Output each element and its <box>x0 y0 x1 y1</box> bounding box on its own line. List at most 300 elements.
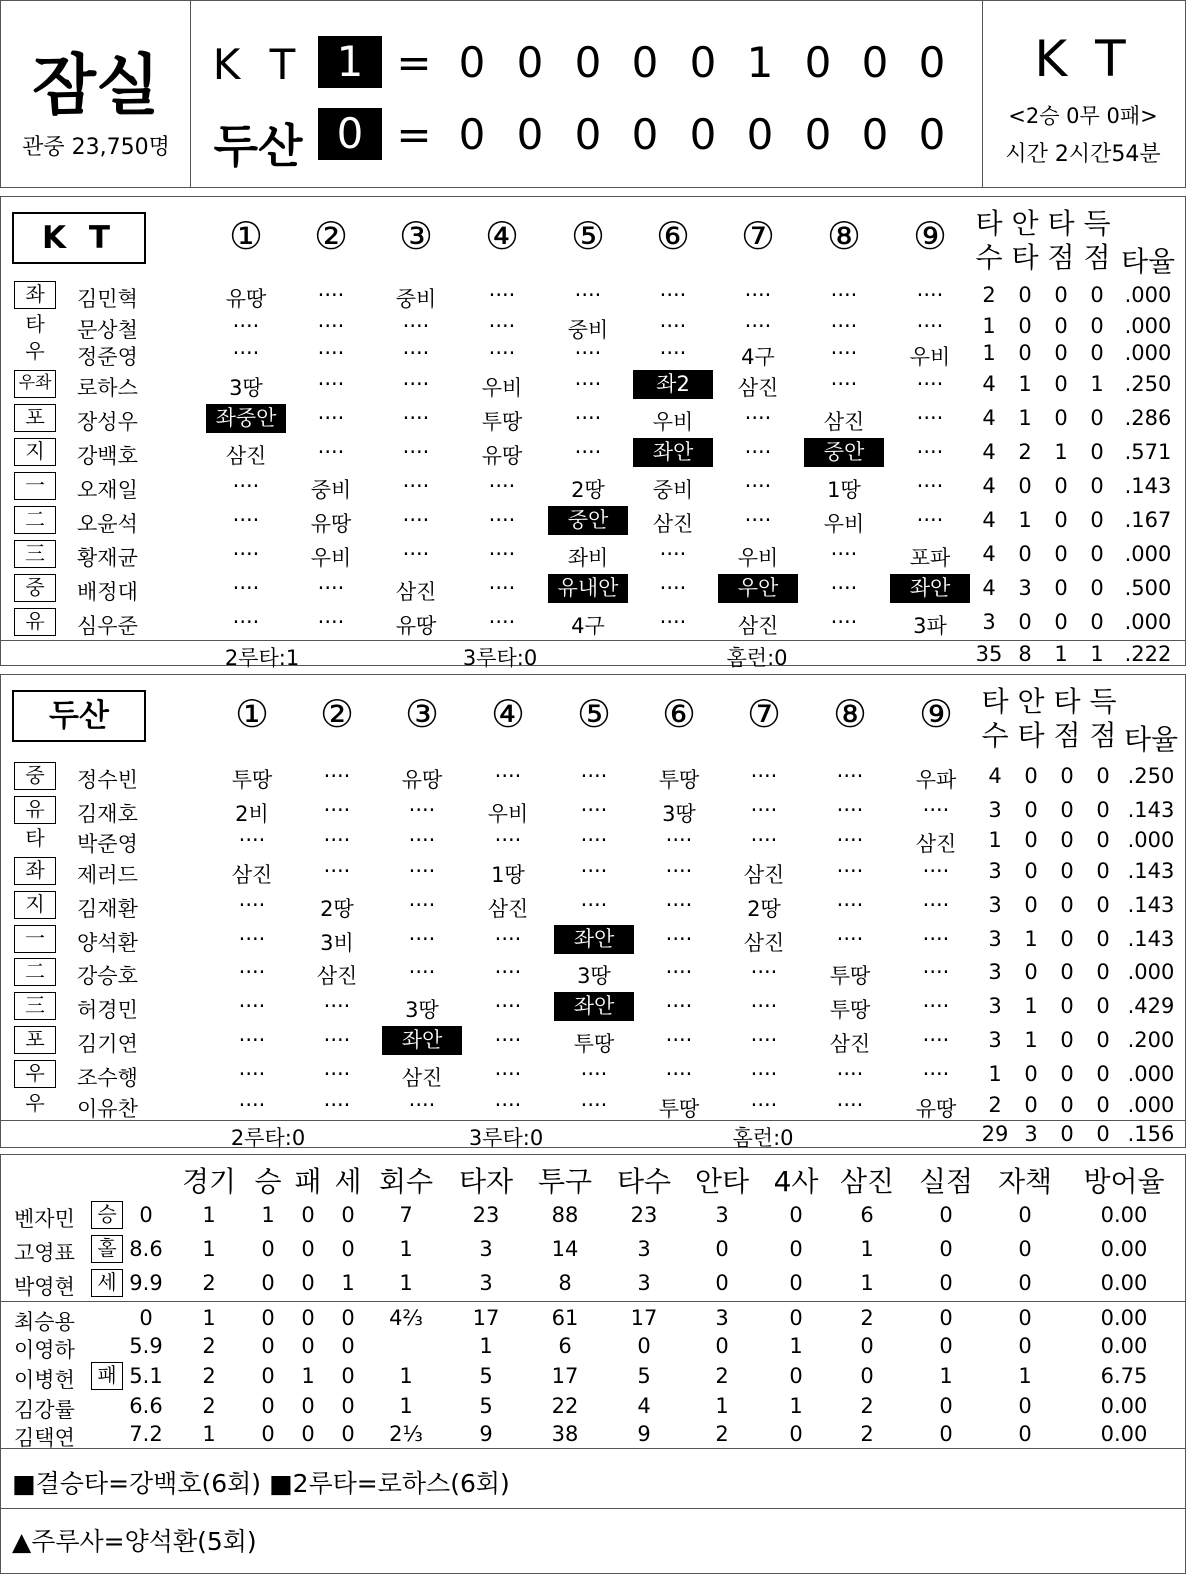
stat-ab: 4 <box>982 576 996 600</box>
at-bat-result: ···· <box>402 341 430 365</box>
stat-h: 0 <box>1024 798 1038 822</box>
at-bat-result: ···· <box>922 960 950 984</box>
at-bat-result: ···· <box>402 440 430 464</box>
stat-rbi: 0 <box>1060 798 1074 822</box>
total-h: 8 <box>1018 642 1032 666</box>
at-bat-result: ···· <box>659 314 687 338</box>
stat-header: 타 <box>1047 207 1075 240</box>
divider <box>982 0 983 188</box>
at-bat-result: ···· <box>238 1062 266 1086</box>
pitching-stat: 0 <box>939 1334 953 1358</box>
at-bat-result: ···· <box>488 283 516 307</box>
at-bat-result: ···· <box>574 283 602 307</box>
team-name-box: 두산 <box>12 690 146 742</box>
at-bat-result: 삼진 <box>823 410 865 434</box>
at-bat-result: ···· <box>836 828 864 852</box>
stat-ab: 1 <box>982 314 996 338</box>
position-label: 三 <box>14 992 56 1020</box>
at-bat-result: ···· <box>580 828 608 852</box>
inning-header: ① <box>234 692 270 736</box>
stat-ab: 3 <box>988 1028 1002 1052</box>
inning-header: ⑦ <box>746 692 782 736</box>
at-bat-result: ···· <box>916 314 944 338</box>
position-label: 중 <box>14 574 56 602</box>
doubles-count: 2루타:0 <box>230 1126 306 1150</box>
stat-ab: 1 <box>988 1062 1002 1086</box>
pitching-stat: 0 <box>939 1271 953 1295</box>
pitching-stat: 0 <box>1018 1237 1032 1261</box>
pitching-header: 삼진 <box>839 1165 895 1198</box>
pitching-stat: 6.75 <box>1100 1364 1148 1388</box>
stat-r: 0 <box>1096 994 1110 1018</box>
stat-avg: .143 <box>1124 474 1172 498</box>
pitching-stat: 1 <box>789 1334 803 1358</box>
at-bat-result: ···· <box>232 341 260 365</box>
stat-avg: .143 <box>1127 927 1175 951</box>
pitcher-prev-era: 7.2 <box>129 1422 163 1446</box>
stat-header: 수 <box>981 719 1009 752</box>
pitching-stat: 0 <box>1018 1306 1032 1330</box>
at-bat-result: 유땅 <box>310 512 352 536</box>
at-bat-result: ···· <box>488 508 516 532</box>
pitching-stat: 0 <box>341 1364 355 1388</box>
stat-header-avg: 타율 <box>1123 723 1179 756</box>
pitching-stat: 0 <box>261 1394 275 1418</box>
stat-h: 1 <box>1024 1028 1038 1052</box>
inning-score: 0 <box>631 38 659 87</box>
triples-count: 3루타:0 <box>462 646 538 670</box>
at-bat-result: 삼진 <box>316 964 358 988</box>
at-bat-result: ···· <box>750 960 778 984</box>
at-bat-result: ···· <box>232 474 260 498</box>
stat-header: 타 <box>1017 719 1045 752</box>
stat-avg: .000 <box>1127 1093 1175 1117</box>
pitching-header: 안타 <box>694 1165 750 1198</box>
pitcher-prev-era: 6.6 <box>129 1394 163 1418</box>
pitching-stat: 7 <box>399 1203 413 1227</box>
at-bat-result: ···· <box>665 960 693 984</box>
at-bat-result: ···· <box>488 542 516 566</box>
stat-h: 0 <box>1018 314 1032 338</box>
at-bat-result: ···· <box>922 798 950 822</box>
total-rbi: 1 <box>1054 642 1068 666</box>
pitching-stat: 1 <box>202 1306 216 1330</box>
at-bat-result: ···· <box>574 372 602 396</box>
pitching-header: 승 <box>254 1165 282 1198</box>
at-bat-result: ···· <box>317 610 345 634</box>
pitching-stat: 0 <box>637 1334 651 1358</box>
stat-r: 0 <box>1096 927 1110 951</box>
pitching-stat: 0 <box>939 1394 953 1418</box>
pitching-stat: 1 <box>939 1364 953 1388</box>
pitcher-name: 이영하 <box>14 1338 75 1362</box>
stat-header: 타 <box>1053 685 1081 718</box>
at-bat-result: ···· <box>238 927 266 951</box>
at-bat-result: ···· <box>323 798 351 822</box>
pitching-stat: 3 <box>479 1237 493 1261</box>
stat-ab: 3 <box>988 859 1002 883</box>
pitching-stat: 0 <box>301 1422 315 1446</box>
stat-h: 0 <box>1024 828 1038 852</box>
at-bat-result: ···· <box>232 576 260 600</box>
stat-avg: .167 <box>1124 508 1172 532</box>
pitching-stat: 2 <box>202 1394 216 1418</box>
stat-ab: 3 <box>988 893 1002 917</box>
pitching-stat: 0 <box>301 1271 315 1295</box>
at-bat-result: ···· <box>916 474 944 498</box>
at-bat-result: ···· <box>402 542 430 566</box>
pitching-stat: 0 <box>1018 1203 1032 1227</box>
inning-score: 0 <box>631 110 659 159</box>
pitcher-name: 벤자민 <box>14 1207 75 1231</box>
at-bat-result: ···· <box>916 440 944 464</box>
at-bat-result: ···· <box>574 341 602 365</box>
stat-avg: .250 <box>1124 372 1172 396</box>
stat-avg: .000 <box>1124 314 1172 338</box>
at-bat-result: ···· <box>922 1062 950 1086</box>
at-bat-result: ···· <box>488 474 516 498</box>
at-bat-result: 3파 <box>913 614 947 638</box>
pitching-stat: 0 <box>715 1237 729 1261</box>
at-bat-result: ···· <box>665 927 693 951</box>
at-bat-result: 중안 <box>804 438 884 467</box>
stat-rbi: 0 <box>1060 994 1074 1018</box>
position-label: 지 <box>14 438 56 466</box>
at-bat-result: 좌비 <box>567 546 609 570</box>
at-bat-result: ···· <box>317 341 345 365</box>
at-bat-result: ···· <box>494 1028 522 1052</box>
pitching-header: 방어율 <box>1083 1165 1165 1198</box>
at-bat-result: ···· <box>232 314 260 338</box>
pitching-stat: 0 <box>341 1334 355 1358</box>
stat-header: 타 <box>1011 241 1039 274</box>
stat-avg: .143 <box>1127 893 1175 917</box>
stat-header: 득 <box>1089 685 1117 718</box>
stat-r: 0 <box>1090 440 1104 464</box>
stat-avg: .000 <box>1127 828 1175 852</box>
at-bat-result: ···· <box>238 828 266 852</box>
pitching-stat: 14 <box>551 1237 579 1261</box>
pitching-stat: 0 <box>715 1334 729 1358</box>
inning-score: 0 <box>516 38 544 87</box>
at-bat-result: 3땅 <box>662 802 696 826</box>
at-bat-result: ···· <box>238 893 266 917</box>
pitching-stat: 1 <box>789 1394 803 1418</box>
pitching-stat: 0 <box>715 1271 729 1295</box>
stat-h: 0 <box>1024 859 1038 883</box>
at-bat-result: 좌안 <box>890 574 970 603</box>
at-bat-result: ···· <box>408 798 436 822</box>
at-bat-result: ···· <box>238 1028 266 1052</box>
at-bat-result: ···· <box>580 1062 608 1086</box>
at-bat-result: ···· <box>580 893 608 917</box>
total-avg: .156 <box>1127 1122 1175 1146</box>
at-bat-result: ···· <box>494 1093 522 1117</box>
inning-header: ⑥ <box>661 692 697 736</box>
game-duration: 시간 2시간54분 <box>1005 142 1161 167</box>
pitching-stat: 6 <box>860 1203 874 1227</box>
pitching-stat: 0 <box>860 1364 874 1388</box>
stat-ab: 1 <box>982 341 996 365</box>
at-bat-result: 투땅 <box>829 964 871 988</box>
stat-h: 1 <box>1024 994 1038 1018</box>
pitcher-decision-badge: 홀 <box>91 1235 123 1263</box>
triples-count: 3루타:0 <box>468 1126 544 1150</box>
stat-rbi: 0 <box>1060 960 1074 984</box>
player-name: 박준영 <box>77 832 138 856</box>
stat-r: 0 <box>1090 474 1104 498</box>
at-bat-result: ···· <box>317 283 345 307</box>
pitching-stat: 0 <box>301 1334 315 1358</box>
stat-h: 0 <box>1024 764 1038 788</box>
at-bat-result: 삼진 <box>737 614 779 638</box>
pitching-stat: 1 <box>341 1271 355 1295</box>
at-bat-result: 우비 <box>909 345 951 369</box>
at-bat-result: ···· <box>836 1062 864 1086</box>
inning-score: 0 <box>918 110 946 159</box>
pitching-stat: 0 <box>301 1203 315 1227</box>
stat-rbi: 0 <box>1054 372 1068 396</box>
at-bat-result: ···· <box>659 610 687 634</box>
position-label: 二 <box>14 506 56 534</box>
stat-rbi: 0 <box>1054 283 1068 307</box>
stat-rbi: 0 <box>1060 893 1074 917</box>
at-bat-result: ···· <box>665 1028 693 1052</box>
player-name: 심우준 <box>77 614 138 638</box>
stat-header: 점 <box>1089 719 1117 752</box>
at-bat-result: ···· <box>836 798 864 822</box>
stat-ab: 3 <box>988 798 1002 822</box>
divider <box>190 0 191 188</box>
pitcher-prev-era: 5.1 <box>129 1364 163 1388</box>
at-bat-result: ···· <box>665 828 693 852</box>
venue-title: 잠실 <box>32 47 160 124</box>
at-bat-result: ···· <box>744 508 772 532</box>
at-bat-result: 삼진 <box>743 863 785 887</box>
at-bat-result: 좌2 <box>633 370 713 399</box>
at-bat-result: 좌안 <box>554 925 634 954</box>
inning-header: ③ <box>404 692 440 736</box>
position-label: 우좌 <box>14 370 56 398</box>
inning-header: ⑨ <box>912 214 948 258</box>
pitching-stat: 1 <box>202 1422 216 1446</box>
stat-header: 안 <box>1011 207 1039 240</box>
pitcher-decision-badge: 세 <box>91 1269 123 1297</box>
stat-header: 수 <box>975 241 1003 274</box>
player-name: 로하스 <box>77 376 138 400</box>
pitching-stat: 1 <box>202 1237 216 1261</box>
pitching-stat: 4 <box>637 1394 651 1418</box>
pitcher-decision-badge: 승 <box>91 1201 123 1229</box>
stat-rbi: 0 <box>1060 927 1074 951</box>
stat-r: 0 <box>1090 283 1104 307</box>
pitching-header: 투구 <box>537 1165 593 1198</box>
at-bat-result: ···· <box>317 440 345 464</box>
stat-rbi: 0 <box>1060 828 1074 852</box>
pitching-stat: 0 <box>789 1422 803 1446</box>
at-bat-result: 유땅 <box>395 614 437 638</box>
pitching-stat: 2 <box>860 1306 874 1330</box>
stat-ab: 4 <box>982 440 996 464</box>
game-notes-line2: ▲주루사=양석환(5회) <box>12 1527 257 1556</box>
at-bat-result: 4구 <box>741 345 775 369</box>
at-bat-result: 2땅 <box>747 897 781 921</box>
at-bat-result: ···· <box>408 859 436 883</box>
inning-header: ① <box>228 214 264 258</box>
stat-r: 0 <box>1096 893 1110 917</box>
at-bat-result: ···· <box>402 508 430 532</box>
pitching-header: 4사 <box>773 1165 819 1198</box>
team-name-box: K T <box>12 212 146 264</box>
pitching-stat: 5 <box>479 1394 493 1418</box>
pitching-stat: 1 <box>715 1394 729 1418</box>
at-bat-result: ···· <box>922 893 950 917</box>
at-bat-result: 삼진 <box>652 512 694 536</box>
at-bat-result: 투땅 <box>573 1032 615 1056</box>
pitching-stat: 0 <box>789 1237 803 1261</box>
at-bat-result: ···· <box>744 283 772 307</box>
at-bat-result: ···· <box>750 764 778 788</box>
pitcher-name: 김강률 <box>14 1398 75 1422</box>
at-bat-result: 우파 <box>915 768 957 792</box>
at-bat-result: ···· <box>323 1062 351 1086</box>
pitching-stat: 1 <box>301 1364 315 1388</box>
stat-rbi: 0 <box>1054 542 1068 566</box>
pitching-stat: 0.00 <box>1100 1271 1148 1295</box>
pitching-stat: 2 <box>860 1422 874 1446</box>
pitching-stat: 0 <box>301 1237 315 1261</box>
stat-h: 0 <box>1018 610 1032 634</box>
pitching-stat: 0 <box>261 1271 275 1295</box>
pitching-stat: 22 <box>551 1394 579 1418</box>
winner-team: K T <box>1034 30 1132 88</box>
pitching-stat: 0 <box>789 1203 803 1227</box>
at-bat-result: ···· <box>922 1028 950 1052</box>
at-bat-result: ···· <box>323 994 351 1018</box>
pitching-header: 자책 <box>997 1165 1053 1198</box>
stat-r: 0 <box>1090 610 1104 634</box>
at-bat-result: ···· <box>830 610 858 634</box>
pitching-stat: 0 <box>261 1237 275 1261</box>
game-notes-line1: ■결승타=강백호(6회) ■2루타=로하스(6회) <box>12 1469 510 1498</box>
at-bat-result: ···· <box>408 893 436 917</box>
pitching-stat: 0 <box>261 1334 275 1358</box>
inning-header: ⑤ <box>576 692 612 736</box>
position-label: 우 <box>14 1060 56 1088</box>
position-label: 타 <box>25 312 45 336</box>
at-bat-result: 삼진 <box>401 1066 443 1090</box>
stat-ab: 3 <box>988 994 1002 1018</box>
at-bat-result: ···· <box>750 828 778 852</box>
pitching-stat: 0 <box>261 1364 275 1388</box>
stat-r: 0 <box>1090 341 1104 365</box>
inning-score: 0 <box>918 38 946 87</box>
pitching-stat: 0.00 <box>1100 1422 1148 1446</box>
pitching-stat: 1 <box>1018 1364 1032 1388</box>
stat-avg: .500 <box>1124 576 1172 600</box>
position-label: 二 <box>14 958 56 986</box>
position-label: 유 <box>14 796 56 824</box>
player-name: 정준영 <box>77 345 138 369</box>
pitching-stat: 9 <box>637 1422 651 1446</box>
stat-rbi: 0 <box>1054 610 1068 634</box>
at-bat-result: 삼진 <box>225 444 267 468</box>
pitcher-prev-era: 0 <box>139 1203 153 1227</box>
stat-avg: .143 <box>1127 859 1175 883</box>
stat-ab: 4 <box>982 508 996 532</box>
stat-r: 0 <box>1096 1028 1110 1052</box>
at-bat-result: ···· <box>836 893 864 917</box>
at-bat-result: ···· <box>916 372 944 396</box>
pitching-stat: 5 <box>637 1364 651 1388</box>
stat-r: 1 <box>1090 372 1104 396</box>
at-bat-result: 삼진 <box>743 931 785 955</box>
score-total: 0 <box>318 108 382 160</box>
stat-ab: 4 <box>988 764 1002 788</box>
pitching-stat: 1 <box>261 1203 275 1227</box>
stat-r: 0 <box>1090 314 1104 338</box>
at-bat-result: ···· <box>402 474 430 498</box>
at-bat-result: ···· <box>317 406 345 430</box>
position-label: 一 <box>14 925 56 953</box>
stat-avg: .429 <box>1127 994 1175 1018</box>
inning-header: ④ <box>484 214 520 258</box>
stat-avg: .000 <box>1127 1062 1175 1086</box>
stat-rbi: 0 <box>1054 341 1068 365</box>
at-bat-result: ···· <box>317 314 345 338</box>
stat-header: 득 <box>1083 207 1111 240</box>
inning-score: 0 <box>804 110 832 159</box>
pitching-stat: 38 <box>551 1422 579 1446</box>
at-bat-result: ···· <box>750 994 778 1018</box>
total-ab: 29 <box>981 1122 1009 1146</box>
at-bat-result: ···· <box>916 508 944 532</box>
pitching-stat: 0 <box>341 1394 355 1418</box>
at-bat-result: ···· <box>922 859 950 883</box>
pitching-stat: 5 <box>479 1364 493 1388</box>
at-bat-result: ···· <box>232 508 260 532</box>
stat-header: 타 <box>975 207 1003 240</box>
at-bat-result: ···· <box>836 859 864 883</box>
at-bat-result: ···· <box>323 828 351 852</box>
at-bat-result: 3땅 <box>229 376 263 400</box>
at-bat-result: 좌안 <box>382 1026 462 1055</box>
stat-h: 1 <box>1018 508 1032 532</box>
stat-h: 2 <box>1018 440 1032 464</box>
series-record: <2승 0무 0패> <box>1008 104 1158 128</box>
player-name: 배정대 <box>77 580 138 604</box>
pitching-stat: 9 <box>479 1422 493 1446</box>
stat-ab: 4 <box>982 542 996 566</box>
stat-header: 점 <box>1083 241 1111 274</box>
stat-rbi: 0 <box>1060 859 1074 883</box>
at-bat-result: ···· <box>488 341 516 365</box>
stat-rbi: 0 <box>1054 314 1068 338</box>
at-bat-result: 우비 <box>310 546 352 570</box>
pitching-stat: 0.00 <box>1100 1306 1148 1330</box>
position-label: 중 <box>14 762 56 790</box>
at-bat-result: ···· <box>830 372 858 396</box>
at-bat-result: ···· <box>580 859 608 883</box>
stat-header: 점 <box>1053 719 1081 752</box>
at-bat-result: ···· <box>744 314 772 338</box>
stat-rbi: 0 <box>1054 406 1068 430</box>
player-name: 강승호 <box>77 964 138 988</box>
pitching-stat: 8 <box>558 1271 572 1295</box>
score-team-name: K T <box>212 40 304 89</box>
pitching-stat: 0 <box>789 1364 803 1388</box>
stat-h: 0 <box>1024 960 1038 984</box>
